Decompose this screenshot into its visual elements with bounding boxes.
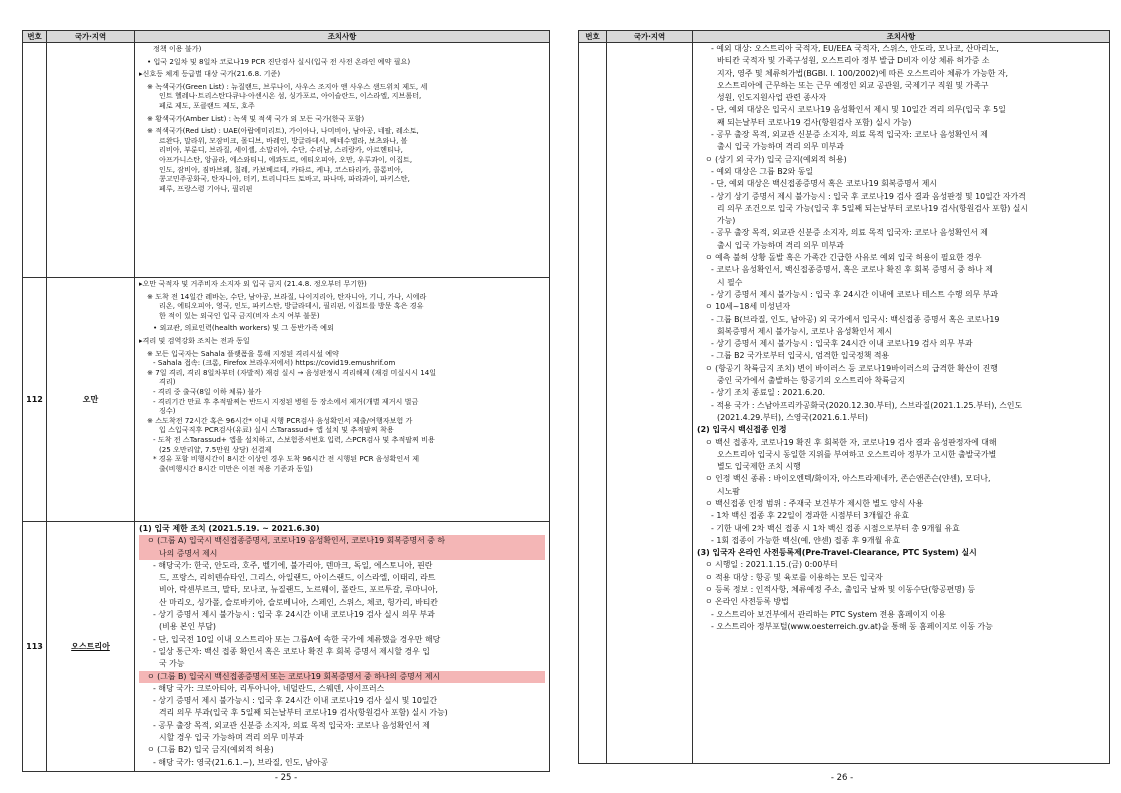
- text-line: 비아, 락센부르크, 말타, 모나코, 뉴질랜드, 노르웨이, 폴란드, 포르투갈, 루마니아,: [159, 585, 438, 595]
- table-row: [23, 43, 550, 278]
- text-line: ㅇ (상기 외 국가) 입국 금지(예외적 허용): [705, 154, 847, 164]
- text-line: 징수): [159, 406, 176, 416]
- text-line: (2021.4.29.부터), 스영국(2021.6.1.부터): [717, 412, 868, 422]
- row-measures: [135, 522, 550, 772]
- text-line: 중인 국가에서 출발하는 항공기의 오스트리아 착륙금지: [717, 376, 905, 386]
- text-line: ※ 도착 전 14일간 레바논, 수단, 남아공, 브라질, 나이지리아, 탄자니아, 기니, 가나, 시에라: [147, 291, 427, 301]
- text-line: - 공무 출장 목적, 외교관 신분증 소지자, 의료 목적 입국자: 코로나 음성확인서 제: [711, 228, 988, 238]
- table-row: [23, 522, 550, 772]
- text-line: ㅇ (항공기 착륙금지 조치) 변이 바이러스 등 코로나19바이러스의 급격한 확산이 진행: [705, 363, 998, 373]
- text-line: - 예외 대상은 그룹 B2와 동일: [711, 166, 814, 176]
- text-line: - 1회 접종이 가능한 백신(예, 얀센) 접종 후 9개월 유효: [711, 535, 900, 545]
- text-line: - 적용 국가 : 스남아프리카공화국(2020.12.30.부터), 스브라질(2021.1.25.부터), 스인도: [711, 400, 1023, 410]
- text-line: 째 되는날부터 코로나19 검사(항원검사 포함) 실시 가능): [717, 117, 912, 127]
- text-line: ※ 녹색국가(Green List) : 뉴질랜드, 브루나이, 사우스 조지아 앤 사우스 샌드위치 제도, 세: [147, 81, 428, 91]
- row-number: [579, 43, 607, 764]
- text-line: 드, 프랑스, 리히텐슈타인, 그리스, 아일랜드, 아이스랜드, 이스라엘, 이태리, 라트: [159, 573, 436, 583]
- text-line: 출시 입국 가능하며 격리 의무 미부과: [717, 142, 844, 152]
- text-line: - 일상 통근자: 백신 접종 확인서 혹은 코로나 확진 후 회복 증명서 제시할 경우 입: [153, 646, 430, 656]
- text-line: 국 가능: [159, 659, 185, 669]
- text-line: 시 필수: [717, 277, 743, 287]
- text-line: 출(비행시간 8시간 미만은 이전 적용 기준과 동일): [159, 463, 313, 473]
- text-line: 가능): [717, 216, 736, 226]
- text-line: ※ 적색국가(Red List) : UAE(아랍에미리트), 가이아나, 나미비아, 남아공, 네팔, 레소토,: [147, 126, 419, 136]
- header-country: 국가·지역: [607, 31, 693, 43]
- text-line: 페루, 프랑스령 기아나, 필리핀: [159, 183, 253, 193]
- text-line: - 단, 예외 대상은 입국시 코로나19 음성확인서 제시 및 10일간 격리 의무(입국 후 5일: [711, 105, 1006, 115]
- row-country: [607, 43, 693, 764]
- text-line: (2) 입국시 백신접종 인정: [697, 425, 787, 435]
- text-line: (25 오만리얄, 7.5만원 상당) 선결제: [159, 444, 272, 454]
- table-row: [579, 43, 1110, 764]
- text-line: 나의 증명서 제시: [139, 548, 545, 560]
- header-no: 번호: [579, 31, 607, 43]
- header-measures: 조치사항: [693, 31, 1110, 43]
- text-line: ▸오만 국적자 및 거주비자 소지자 외 입국 금지 (21.4.8. 정오부터 무기한): [139, 279, 367, 288]
- page-right: [578, 30, 1110, 764]
- text-line: - 1차 백신 접종 후 22일이 경과한 시점부터 3개월간 유효: [711, 511, 909, 521]
- text-line: ▸격리 및 검역강화 조치는 전과 동일: [139, 335, 250, 345]
- text-line: - 격리기간 만료 후 추적팔찌는 반드시 지정된 병원 등 장소에서 제거(개별 제거시 벌금: [153, 396, 419, 406]
- text-line: 시할 경우 입국 가능하며 격리 의무 미부과: [159, 733, 304, 743]
- text-line: - 도착 전 스Tarassud+ 앱을 설치하고, 스보험증서번호 입력, 스PCR검사 및 추적팔찌 비용: [153, 434, 435, 444]
- text-line: 콩고민주공화국, 탄자니아, 터키, 트리니다드 토바고, 파나마, 파라과이, 파키스탄,: [159, 174, 410, 184]
- text-line: (1) 입국 제한 조치 (2021.5.19. ~ 2021.6.30): [139, 524, 320, 533]
- text-line: - 공무 출장 목적, 외교관 신분증 소지자, 의료 목적 입국자: 코로나 음성확인서 제: [153, 720, 430, 730]
- text-line: - 격리 중 출국(8일 이하 체류) 불가: [153, 386, 262, 396]
- text-line: 오스트리아에 근무하는 또는 근무 예정인 외교 공관원, 국제기구 직원 및 가족구: [717, 80, 989, 90]
- row-number: 112: [23, 278, 47, 522]
- text-line: ㅇ (그룹 B2) 입국 금지(예외적 허용): [147, 745, 274, 755]
- text-line: 인트 헬레나·트리스탄다큐냐·아센시온 섬, 싱가포르, 아이슬란드, 이스라엘, 지브롤터,: [159, 91, 422, 101]
- text-line: 입 스입국직후 PCR검사(유료) 실시 스Tarassud+ 앱 설치 및 추적팔찌 착용: [159, 425, 394, 435]
- row-measures: [135, 43, 550, 278]
- text-line: - 상기 상기 증명서 제시 불가능시 : 입국 후 코로나19 검사 결과 음성판정 및 10일간 자가격: [711, 191, 1026, 201]
- text-line: 르완다, 말라위, 모잠비크, 몰디브, 바레인, 방글라데시, 베네수엘라, 보츠와나, 볼: [159, 135, 408, 145]
- text-line: - 상기 증명서 제시 불가능시 : 입국 후 24시간 이내에 코로나 테스트 수행 의무 부과: [711, 289, 998, 299]
- text-line: 페로 제도, 포클랜드 제도, 호주: [159, 100, 255, 110]
- text-line: - 상기 조치 종료일 : 2021.6.20.: [711, 388, 826, 398]
- text-line: * 경유 포함 비행시간이 8시간 이상인 경우 도착 96시간 전 시행된 PCR 음성확인서 제: [153, 454, 420, 464]
- text-line: 성원, 인도지원사업 관련 종사자: [717, 93, 827, 103]
- text-line: ㅇ 온라인 사전등록 방법: [705, 597, 789, 607]
- text-line: - 상기 증명서 제시 불가능시 : 입국 후 24시간 이내 코로나19 검사 실시 의무 부과: [153, 610, 435, 620]
- text-line: 회복증명서 제시 불가능시, 코로나 음성확인서 제시: [717, 326, 893, 336]
- text-line: 한 적이 있는 외국인 입국 금지(비자 소지 여부 불문): [159, 310, 320, 320]
- row-country: 오스트리아: [47, 522, 135, 772]
- text-line: • 외교관, 의료인력(health workers) 및 그 동반가족 예외: [153, 323, 334, 333]
- text-line: 인도, 잠비아, 짐바브웨, 칠레, 카보베르데, 카타르, 케냐, 코스타리카, 콜롬비아,: [159, 164, 403, 174]
- text-line: (비용 본인 부담): [159, 622, 216, 632]
- table-header: [23, 31, 550, 43]
- text-line: ※ 스도착전 72시간 혹은 96시간* 이내 시행 PCR검사 음성확인서 제출/여행자보험 가: [147, 415, 413, 425]
- text-line: (3) 입국자 온라인 사전등록제(Pre-Travel-Clearance, PTC System) 실시: [697, 548, 977, 558]
- text-line: - 예외 대상: 오스트리아 국적자, EU/EEA 국적자, 스위스, 안도라, 모나코, 산마리노,: [711, 44, 999, 53]
- header-no: 번호: [23, 31, 47, 43]
- text-line: 출시 입국 가능하며 격리 의무 미부과: [717, 240, 844, 250]
- text-line: ㅇ 적용 대상 : 항공 및 육로를 이용하는 모든 입국자: [705, 572, 883, 582]
- text-line: - 단, 예외 대상은 백신접종증명서 혹은 코로나19 회복증명서 제시: [711, 179, 938, 189]
- text-line: 지자, 영주 및 체류허가법(BGBl. I. 100/2002)에 따른 오스트리아 체류가 가능한 자,: [717, 68, 1008, 78]
- text-line: - 기한 내에 2차 백신 접종 시 1차 백신 접종 시점으로부터 총 9개월 유효: [711, 523, 960, 533]
- text-line: ㅇ 백신 접종자, 코로나19 확진 후 회복한 자, 코로나19 검사 결과 음성판정자에 대해: [705, 437, 997, 447]
- text-line: 아프가니스탄, 앙골라, 에스와티니, 에콰도르, 에티오피아, 오만, 우루과이, 이집트,: [159, 154, 413, 164]
- text-line: - 공무 출장 목적, 외교관 신분증 소지자, 의료 목적 입국자: 코로나 음성확인서 제: [711, 130, 988, 140]
- row-number: [23, 43, 47, 278]
- text-line: ※ 7일 격리, 격리 8일차부터 (자발적) 재검 실시 → 음성판정시 격리해제 (재검 미실시시 14일: [147, 367, 437, 377]
- page-number-right: - 26 -: [830, 773, 854, 783]
- text-line: ㅇ (그룹 B) 입국시 백신접종증명서 또는 코로나19 회복증명서 중 하나의 증명서 제시: [139, 671, 545, 683]
- text-line: ㅇ (그룹 A) 입국시 백신접종증명서, 코로나19 음성확인서, 코로나19 회복증명서 중 하: [139, 535, 545, 547]
- page-number-left: - 25 -: [274, 773, 298, 783]
- header-measures: 조치사항: [135, 31, 550, 43]
- text-line: - 단, 입국전 10일 이내 오스트리아 또는 그룹A에 속한 국가에 체류했을 경우만 해당: [153, 634, 441, 644]
- text-line: - 오스트리아 보건부에서 관리하는 PTC System 전용 홈페이지 이용: [711, 609, 946, 619]
- text-line: 오스트리아 입국시 동일한 지위를 부여하고 오스트리아 정부가 고시한 출발국가별: [717, 449, 997, 459]
- table-row: [23, 278, 550, 522]
- text-line: ㅇ 10세~18세 미성년자: [705, 302, 791, 312]
- text-line: - 상기 증명서 제시 불가능시 : 입국 후 24시간 이내 코로나19 검사 실시 및 10일간: [153, 696, 438, 706]
- text-line: - 해당 국가: 크로아티아, 리투아니아, 네덜란드, 스웨덴, 사이프러스: [153, 683, 385, 693]
- text-line: - 해당 국가: 영국(21.6.1.~), 브라질, 인도, 남아공: [153, 757, 329, 767]
- row-number: 113: [23, 522, 47, 772]
- text-line: 시노팜: [717, 486, 740, 496]
- text-line: 격리 의무 부과(입국 후 5일째 되는날부터 코로나19 검사(항원검사 포함) 실시 가능): [159, 708, 448, 718]
- text-line: • 입국 2일차 및 8일차 코로나19 PCR 진단검사 실시(입국 전 사전 온라인 예약 필요): [147, 56, 411, 66]
- text-line: ※ 모든 입국자는 Sahala 플랫폼을 통해 지정된 격리시설 예약: [147, 348, 339, 358]
- row-measures: [135, 278, 550, 522]
- page-left: [22, 30, 550, 772]
- text-line: - Sahala 접속: (크롬, Firefox 브라우저에서) https://covid19.emushrif.om: [153, 358, 396, 368]
- row-country: 오만: [47, 278, 135, 522]
- text-line: - 그룹 B(브라질, 인도, 남아공) 외 국가에서 입국시: 백신접종 증명서 혹은 코로나19: [711, 314, 1000, 324]
- text-line: 리비아, 부룬디, 브라질, 세이셸, 소말리아, 수단, 수리남, 스리랑카, 아르헨티나,: [159, 145, 403, 155]
- text-line: - 코로나 음성확인서, 백신접종증명서, 혹은 코로나 확진 후 회복 증명서 중 하나 제: [711, 265, 993, 275]
- text-line: 산 마리오, 싱가폴, 슬로바키아, 슬로베니아, 스페인, 스위스, 체코, 헝가리, 바티칸: [159, 597, 438, 607]
- measures-table-right: [578, 30, 1110, 764]
- text-line: - 오스트리아 정부포털(www.oesterreich.gv.at)을 통해 동 홈페이지로 이동 가능: [711, 621, 993, 631]
- text-line: ※ 황색국가(Amber List) : 녹색 및 적색 국가 외 모든 국가(한국 포함): [147, 113, 365, 123]
- header-country: 국가·지역: [47, 31, 135, 43]
- text-line: ㅇ 백신접종 인정 범위 : 주재국 보건부가 제시한 별도 양식 사용: [705, 498, 924, 508]
- text-line: 바티칸 국적자 및 가족구성원, 오스트리아 정부 발급 D비자 이상 체류 허가증 소: [717, 56, 990, 66]
- text-line: 리온, 에티오피아, 영국, 인도, 파키스탄, 방글라데시, 필리핀, 이집트를 방문 혹은 경유: [159, 301, 424, 311]
- text-line: ▸신호등 체계 등급별 대상 국가(21.6.8. 기준): [139, 69, 281, 79]
- measures-table-left: [22, 30, 550, 772]
- text-line: - 상기 증명서 제시 불가능시 : 입국후 24시간 이내 코로나19 검사 의무 부과: [711, 339, 973, 349]
- text-line: - 해당국가: 한국, 안도라, 호주, 벨기에, 불가리아, 덴마크, 독일, 에스토니아, 핀란: [153, 560, 433, 570]
- text-line: - 그룹 B2 국가로부터 입국시, 엄격한 입국정책 적용: [711, 351, 890, 361]
- row-measures: [693, 43, 1110, 764]
- text-line: ㅇ 시행일 : 2021.1.15.(금) 0:00부터: [705, 560, 838, 570]
- text-line: 격리): [159, 377, 176, 387]
- text-line: ㅇ 예측 불허 상황 돌발 혹은 가족간 긴급한 사유로 예외 입국 허용이 필요한 경우: [705, 253, 982, 263]
- table-header: [579, 31, 1110, 43]
- text-line: ㅇ 등록 정보 : 인적사항, 체류예정 주소, 출입국 날짜 및 이동수단(항공편명) 등: [705, 585, 976, 595]
- text-line: 별도 입국제한 조치 시행: [717, 462, 801, 472]
- row-country: [47, 43, 135, 278]
- text-line: 정책 이용 불가): [153, 44, 202, 53]
- text-line: ㅇ 인정 백신 종류 : 바이오엔텍/화이자, 아스트라제네카, 존슨앤존슨(얀센), 모더나,: [705, 474, 991, 484]
- text-line: 리 의무 조건으로 입국 가능(입국 후 5일째 되는날부터 코로나19 검사(항원검사 포함) 실시: [717, 203, 1029, 213]
